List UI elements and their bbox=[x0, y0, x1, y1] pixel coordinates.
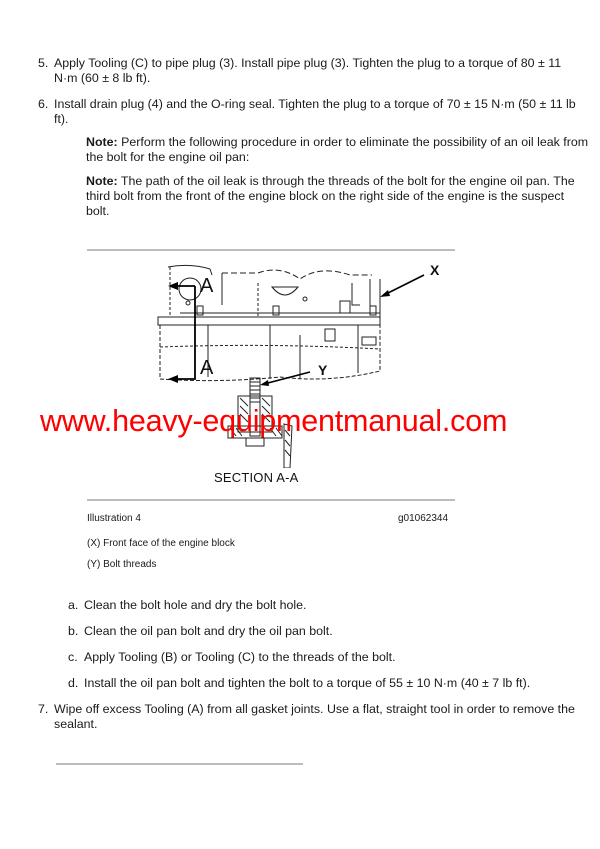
illustration-bottom-rule bbox=[87, 499, 455, 501]
substep-text: Clean the bolt hole and dry the bolt hole. bbox=[84, 598, 307, 612]
step-text-line: Apply Tooling (C) to pipe plug (3). Install pipe plug (3). Tighten the plug to a torque of 80 ± 11 bbox=[54, 56, 562, 70]
section-title: SECTION A-A bbox=[214, 470, 299, 485]
legend-item-y: (Y) Bolt threads bbox=[87, 559, 157, 570]
note-label: Note: bbox=[86, 135, 118, 149]
substep-letter: a. bbox=[68, 598, 79, 612]
illustration-id: g01062344 bbox=[398, 513, 449, 524]
step-number: 7. bbox=[38, 702, 49, 716]
note-text: bolt. bbox=[86, 204, 110, 218]
callout-x: X bbox=[430, 262, 440, 278]
note-text: the bolt for the engine oil pan: bbox=[86, 150, 250, 164]
watermark-url: www.heavy-equipmentmanual.com bbox=[40, 404, 508, 438]
section-label-a-bottom: A bbox=[200, 357, 214, 379]
note-label: Note: bbox=[86, 174, 118, 188]
step-text-line: Wipe off excess Tooling (A) from all gasket joints. Use a flat, straight tool in order to remove the bbox=[54, 702, 575, 716]
footer-rule bbox=[56, 763, 303, 765]
step-text-line: Install drain plug (4) and the O-ring seal. Tighten the plug to a torque of 70 ± 15 N·m (50 ± 11 lb bbox=[54, 97, 576, 111]
note-text: The path of the oil leak is through the threads of the bolt for the engine oil pan. The bbox=[117, 174, 575, 188]
step-number: 5. bbox=[38, 56, 49, 70]
callout-y: Y bbox=[318, 362, 328, 378]
step-number: 6. bbox=[38, 97, 49, 111]
illustration-caption: Illustration 4 bbox=[87, 513, 141, 524]
substep-text: Apply Tooling (B) or Tooling (C) to the threads of the bolt. bbox=[84, 650, 396, 664]
note-text: Perform the following procedure in order to eliminate the possibility of an oil leak from bbox=[117, 135, 589, 149]
substep-text: Clean the oil pan bolt and dry the oil pan bolt. bbox=[84, 624, 333, 638]
substep-text: Install the oil pan bolt and tighten the bolt to a torque of 55 ± 10 N·m (40 ± 7 lb ft). bbox=[84, 676, 531, 690]
legend-item-x: (X) Front face of the engine block bbox=[87, 538, 235, 549]
substep-letter: d. bbox=[68, 676, 79, 690]
substep-letter: b. bbox=[68, 624, 79, 638]
step-text-line: N·m (60 ± 8 lb ft). bbox=[54, 71, 151, 85]
substep-letter: c. bbox=[68, 650, 78, 664]
step-text-line: sealant. bbox=[54, 717, 98, 731]
section-label-a-top: A bbox=[200, 275, 214, 297]
note-text: third bolt from the front of the engine block on the right side of the engine is the suspect bbox=[86, 189, 565, 203]
step-text-line: ft). bbox=[54, 112, 69, 126]
illustration-top-rule bbox=[87, 249, 455, 251]
